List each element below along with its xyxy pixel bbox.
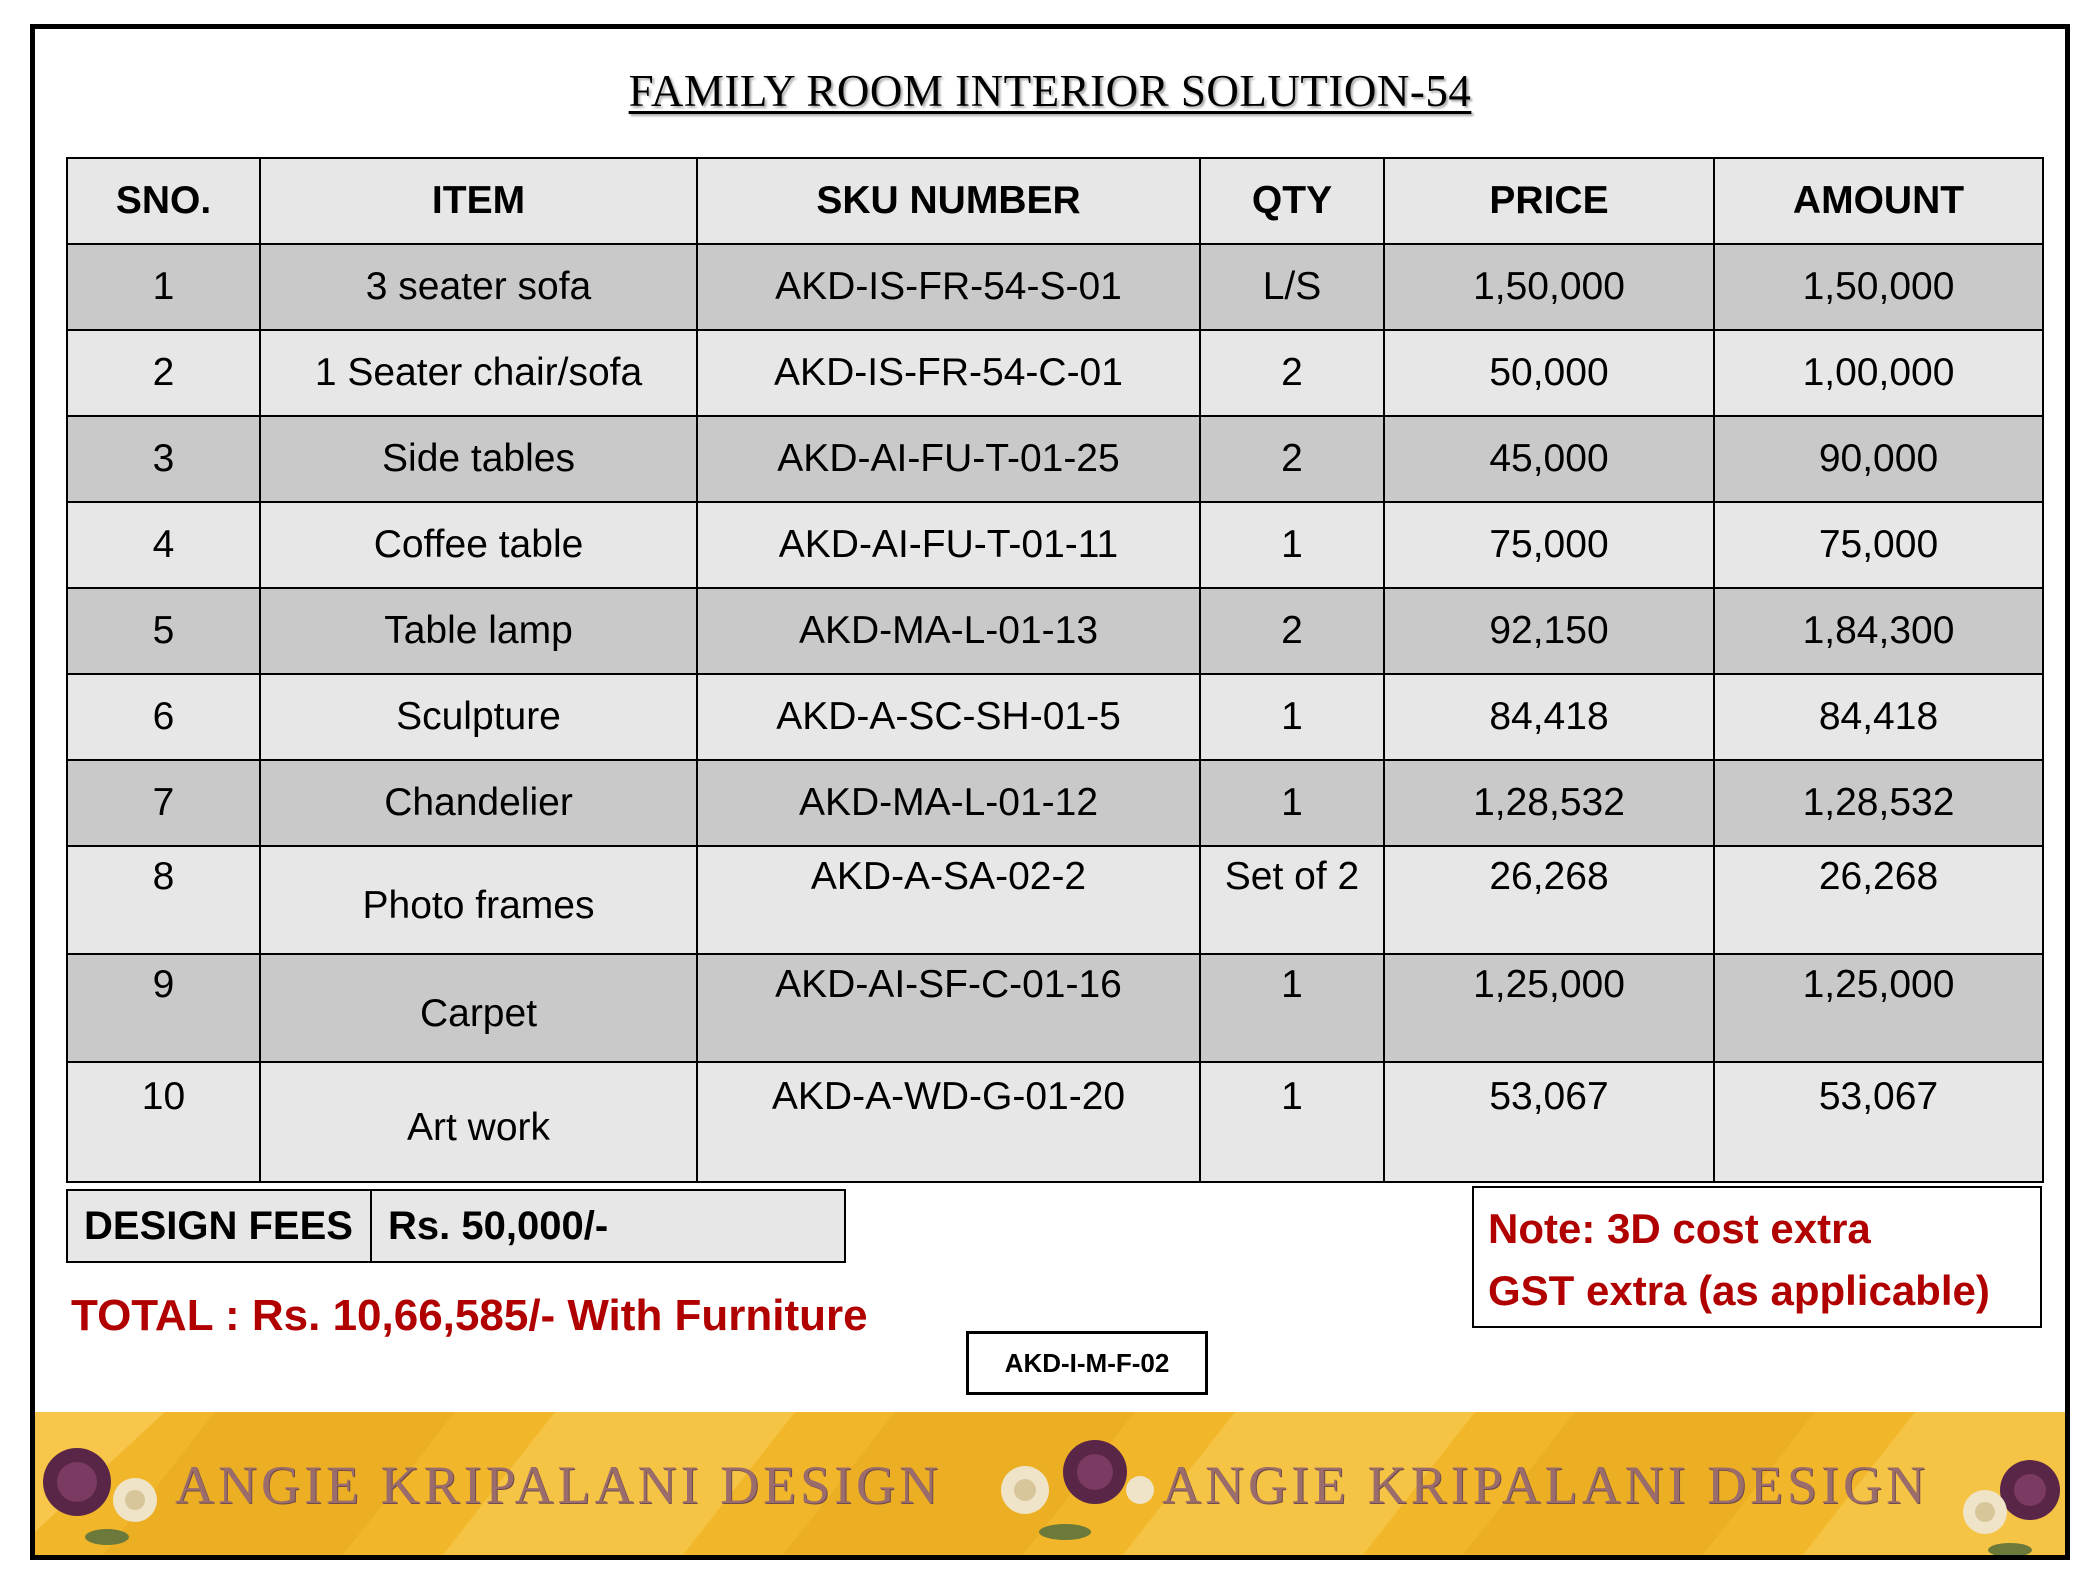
header-item: ITEM <box>260 158 697 244</box>
cell-amount: 84,418 <box>1714 674 2043 760</box>
cell-sku: AKD-IS-FR-54-C-01 <box>697 330 1200 416</box>
cell-price: 1,28,532 <box>1384 760 1714 846</box>
cell-amount: 1,50,000 <box>1714 244 2043 330</box>
cell-qty: 1 <box>1200 954 1384 1062</box>
cell-sno: 6 <box>67 674 260 760</box>
cell-amount: 1,84,300 <box>1714 588 2043 674</box>
cell-sku: AKD-MA-L-01-13 <box>697 588 1200 674</box>
cell-qty: 2 <box>1200 416 1384 502</box>
cell-item: Sculpture <box>260 674 697 760</box>
cell-sku: AKD-A-WD-G-01-20 <box>697 1062 1200 1182</box>
note-line-1: Note: 3D cost extra <box>1488 1205 1871 1252</box>
cell-amount: 26,268 <box>1714 846 2043 954</box>
cell-amount: 1,25,000 <box>1714 954 2043 1062</box>
note-line-2: GST extra (as applicable) <box>1488 1267 1990 1314</box>
cell-price: 1,25,000 <box>1384 954 1714 1062</box>
cell-price: 75,000 <box>1384 502 1714 588</box>
cell-item: Side tables <box>260 416 697 502</box>
table-row <box>67 588 2043 674</box>
cell-price: 50,000 <box>1384 330 1714 416</box>
table-header-row <box>67 158 2043 244</box>
cell-sku: AKD-AI-SF-C-01-16 <box>697 954 1200 1062</box>
table-row <box>67 674 2043 760</box>
cell-price: 26,268 <box>1384 846 1714 954</box>
header-qty: QTY <box>1200 158 1384 244</box>
header-sku: SKU NUMBER <box>697 158 1200 244</box>
cell-item: Carpet <box>260 954 697 1062</box>
cell-sno: 3 <box>67 416 260 502</box>
header-price: PRICE <box>1384 158 1714 244</box>
cell-item: Chandelier <box>260 760 697 846</box>
page-title: FAMILY ROOM INTERIOR SOLUTION-54 <box>628 66 1472 116</box>
cell-sno: 9 <box>67 954 260 1062</box>
table-row <box>67 502 2043 588</box>
cell-item: Art work <box>260 1062 697 1182</box>
cell-sno: 1 <box>67 244 260 330</box>
design-fees-label: DESIGN FEES <box>67 1190 371 1262</box>
brand-banner <box>35 1412 2065 1560</box>
cell-sno: 4 <box>67 502 260 588</box>
cell-item: Table lamp <box>260 588 697 674</box>
cell-amount: 75,000 <box>1714 502 2043 588</box>
cell-sku: AKD-A-SA-02-2 <box>697 846 1200 954</box>
table-row <box>67 846 2043 954</box>
cell-sku: AKD-AI-FU-T-01-11 <box>697 502 1200 588</box>
total-amount: TOTAL : Rs. 10,66,585/- With Furniture <box>71 1291 868 1340</box>
cell-qty: 1 <box>1200 502 1384 588</box>
items-table <box>66 157 2044 1183</box>
cell-item: Photo frames <box>260 846 697 954</box>
table-row <box>67 244 2043 330</box>
table-row <box>67 954 2043 1062</box>
cell-qty: 2 <box>1200 330 1384 416</box>
cell-item: Coffee table <box>260 502 697 588</box>
note-box <box>1472 1186 2042 1328</box>
cell-sno: 8 <box>67 846 260 954</box>
cell-sno: 7 <box>67 760 260 846</box>
cell-price: 53,067 <box>1384 1062 1714 1182</box>
header-amount: AMOUNT <box>1714 158 2043 244</box>
cell-sno: 2 <box>67 330 260 416</box>
cell-sku: AKD-MA-L-01-12 <box>697 760 1200 846</box>
header-sno: SNO. <box>67 158 260 244</box>
cell-qty: 1 <box>1200 1062 1384 1182</box>
brand-name-left: ANGIE KRIPALANI DESIGN <box>175 1455 942 1515</box>
cell-sku: AKD-AI-FU-T-01-25 <box>697 416 1200 502</box>
brand-name-right: ANGIE KRIPALANI DESIGN <box>1162 1455 1929 1515</box>
cell-sku: AKD-A-SC-SH-01-5 <box>697 674 1200 760</box>
cell-item: 3 seater sofa <box>260 244 697 330</box>
cell-amount: 1,28,532 <box>1714 760 2043 846</box>
cell-sno: 10 <box>67 1062 260 1182</box>
design-fees-box <box>66 1189 846 1263</box>
cell-sku: AKD-IS-FR-54-S-01 <box>697 244 1200 330</box>
design-fees-value: Rs. 50,000/- <box>371 1190 845 1262</box>
cell-amount: 90,000 <box>1714 416 2043 502</box>
cell-price: 84,418 <box>1384 674 1714 760</box>
cell-amount: 53,067 <box>1714 1062 2043 1182</box>
cell-price: 1,50,000 <box>1384 244 1714 330</box>
cell-qty: 1 <box>1200 674 1384 760</box>
cell-price: 45,000 <box>1384 416 1714 502</box>
document-code: AKD-I-M-F-02 <box>966 1331 1208 1395</box>
cell-qty: Set of 2 <box>1200 846 1384 954</box>
cell-price: 92,150 <box>1384 588 1714 674</box>
table-row <box>67 760 2043 846</box>
cell-qty: L/S <box>1200 244 1384 330</box>
cell-qty: 2 <box>1200 588 1384 674</box>
quotation-sheet <box>30 24 2070 1560</box>
cell-sno: 5 <box>67 588 260 674</box>
cell-item: 1 Seater chair/sofa <box>260 330 697 416</box>
table-row <box>67 330 2043 416</box>
cell-amount: 1,00,000 <box>1714 330 2043 416</box>
table-row <box>67 416 2043 502</box>
table-row <box>67 1062 2043 1182</box>
cell-qty: 1 <box>1200 760 1384 846</box>
